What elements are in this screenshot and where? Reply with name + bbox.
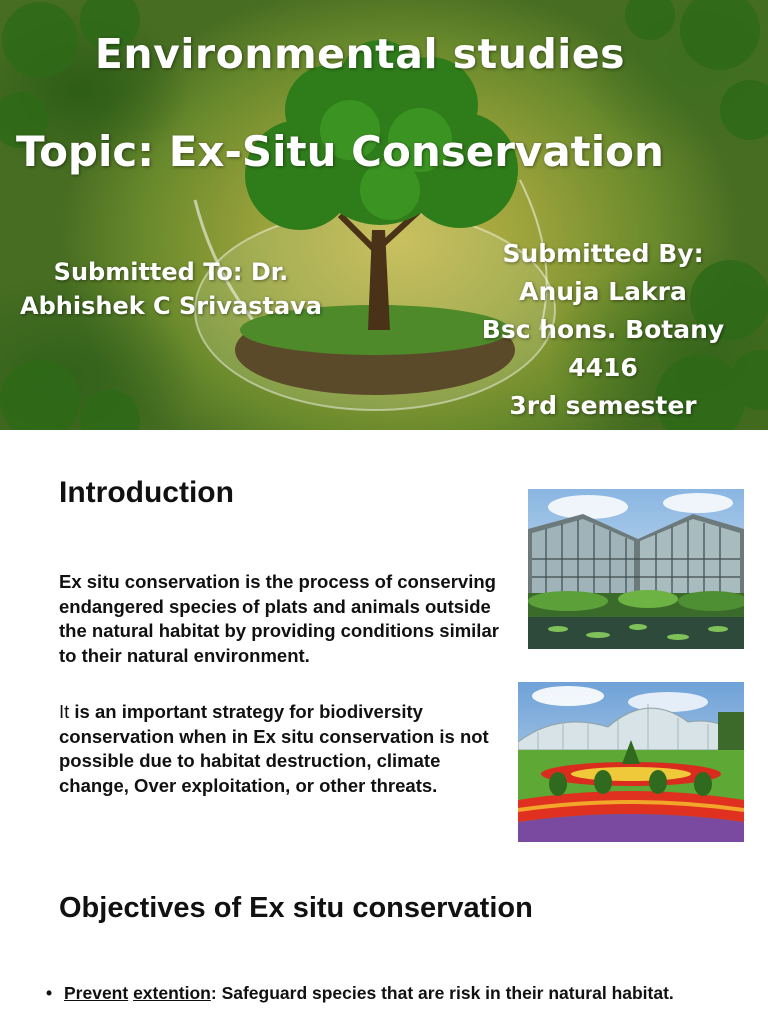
cover-title: Environmental studies: [94, 30, 626, 78]
objective-term: Prevent: [64, 983, 129, 1003]
objective-text: : Safeguard species that are risk in their natural habitat.: [210, 983, 674, 1003]
introduction-paragraph: Ex situ conservation is the process of conserving endangered species of plats and animals outside the natural habitat by providing conditions similar to their natural environment.: [59, 571, 499, 666]
submitted-by-line: Bsc hons. Botany: [481, 315, 725, 344]
glasshouse-photo: [528, 489, 744, 649]
submitted-by-line: 4416: [568, 353, 638, 382]
submitted-by-line: Anuja Lakra: [519, 277, 687, 306]
cover-slide: [0, 0, 768, 430]
submitted-by: [478, 235, 728, 425]
objective-bullet: [46, 983, 744, 1003]
introduction-paragraph: [59, 700, 514, 798]
introduction-heading: Introduction: [59, 476, 234, 509]
submitted-by-line: 3rd semester: [509, 391, 697, 420]
submitted-to-line: Abhishek C Srivastava: [20, 292, 322, 320]
paragraph-text: is an important strategy for biodiversity conservation when in Ex situ conservation is not possible due to habitat destruction, climate change, Over exploitation, or other threats.: [59, 701, 489, 796]
objectives-heading: Objectives of Ex situ conservation: [59, 892, 533, 924]
objective-term: extention: [133, 983, 211, 1003]
cover-topic: Topic: Ex-Situ Conservation: [16, 127, 664, 176]
palm-house-garden-photo: [518, 682, 744, 842]
bullet-icon: •: [46, 983, 53, 1003]
submitted-to: [20, 255, 322, 323]
submitted-by-line: Submitted By:: [502, 239, 704, 268]
submitted-to-line: Submitted To: Dr.: [53, 258, 289, 286]
paragraph-lead-word: It: [59, 701, 70, 722]
